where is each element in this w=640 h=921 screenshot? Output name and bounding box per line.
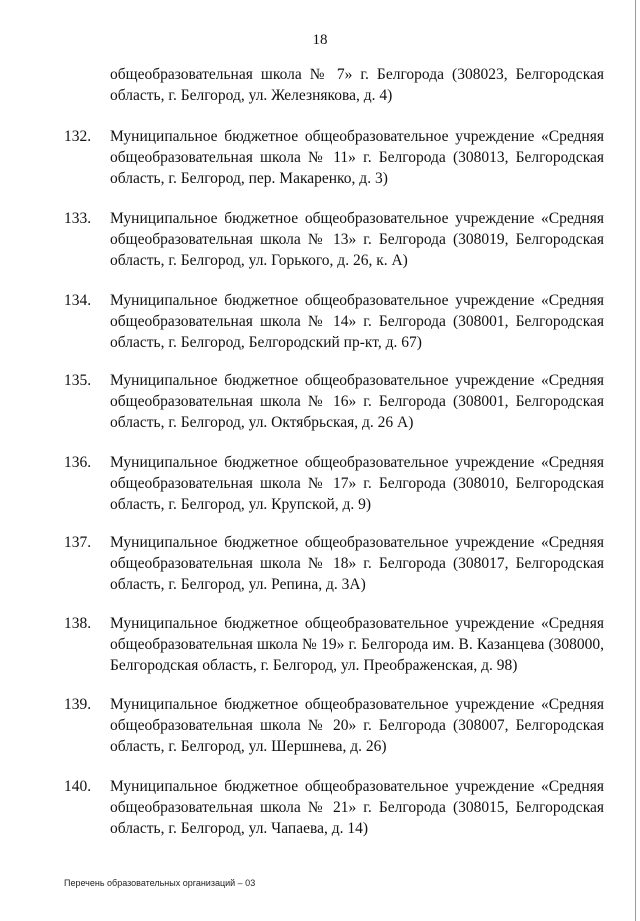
text-line: Муниципальное бюджетное общеобразовательное учреждение «Средняя: [110, 778, 604, 795]
text-line: Муниципальное бюджетное общеобразовательное учреждение «Средняя: [110, 128, 604, 145]
item-number: 137.: [64, 534, 92, 551]
item-number: 134.: [64, 292, 92, 309]
text-line: Муниципальное бюджетное общеобразовательное учреждение «Средняя: [110, 372, 604, 389]
text-line: область, г. Белгород, ул. Репина, д. 3А): [110, 576, 366, 593]
page-number: 18: [312, 32, 328, 48]
list-item: [110, 370, 604, 433]
text-line: общеобразовательная школа № 19» г. Белгорода им. В. Казанцева (308000,: [110, 636, 604, 653]
text-line: область, г. Белгород, ул. Железнякова, д. 4): [110, 87, 393, 104]
page-edge-line: [635, 0, 636, 921]
text-line: Муниципальное бюджетное общеобразовательное учреждение «Средняя: [110, 292, 604, 309]
text-line: область, г. Белгород, пер. Макаренко, д. 3): [110, 170, 388, 187]
text-line: общеобразовательная школа № 14» г. Белгорода (308001, Белгородская: [110, 313, 604, 330]
list-item: [110, 208, 604, 271]
text-line: область, г. Белгород, ул. Крупской, д. 9): [110, 496, 372, 513]
text-line: Муниципальное бюджетное общеобразовательное учреждение «Средняя: [110, 534, 604, 551]
list-item: [110, 290, 604, 353]
text-line: область, г. Белгород, ул. Октябрьская, д. 26 А): [110, 414, 414, 431]
list-item: [110, 126, 604, 189]
item-number: 138.: [64, 615, 92, 632]
item-number: 136.: [64, 454, 92, 471]
page-footer: Перечень образовательных организаций – 03: [64, 878, 256, 888]
item-number: 133.: [64, 210, 92, 227]
item-number: 140.: [64, 778, 92, 795]
list-item: [110, 776, 604, 839]
item-number: 132.: [64, 128, 92, 145]
text-line: общеобразовательная школа № 21» г. Белгорода (308015, Белгородская: [110, 799, 604, 816]
text-line: область, г. Белгород, ул. Чапаева, д. 14): [110, 820, 369, 837]
text-line: общеобразовательная школа № 7» г. Белгорода (308023, Белгородская: [110, 66, 604, 83]
list-item: [110, 532, 604, 595]
text-line: общеобразовательная школа № 17» г. Белгорода (308010, Белгородская: [110, 475, 604, 492]
text-line: Муниципальное бюджетное общеобразовательное учреждение «Средняя: [110, 210, 604, 227]
list-item: [110, 613, 604, 676]
text-line: общеобразовательная школа № 18» г. Белгорода (308017, Белгородская: [110, 555, 604, 572]
text-line: Муниципальное бюджетное общеобразовательное учреждение «Средняя: [110, 696, 604, 713]
item-number: 139.: [64, 696, 92, 713]
text-line: область, г. Белгород, Белгородский пр-кт, д. 67): [110, 334, 422, 351]
text-line: общеобразовательная школа № 13» г. Белгорода (308019, Белгородская: [110, 231, 604, 248]
text-line: Муниципальное бюджетное общеобразовательное учреждение «Средняя: [110, 615, 604, 632]
text-line: общеобразовательная школа № 16» г. Белгорода (308001, Белгородская: [110, 393, 604, 410]
text-line: Муниципальное бюджетное общеобразовательное учреждение «Средняя: [110, 454, 604, 471]
text-line: Белгородская область, г. Белгород, ул. Преображенская, д. 98): [110, 657, 518, 674]
text-line: область, г. Белгород, ул. Шершнева, д. 26): [110, 738, 387, 755]
item-number: 135.: [64, 372, 92, 389]
text-line: область, г. Белгород, ул. Горького, д. 26, к. А): [110, 252, 408, 269]
list-item: [110, 694, 604, 757]
continuation-text: [110, 64, 604, 106]
text-line: общеобразовательная школа № 11» г. Белгорода (308013, Белгородская: [110, 149, 604, 166]
text-line: общеобразовательная школа № 20» г. Белгорода (308007, Белгородская: [110, 717, 604, 734]
list-item: [110, 452, 604, 515]
